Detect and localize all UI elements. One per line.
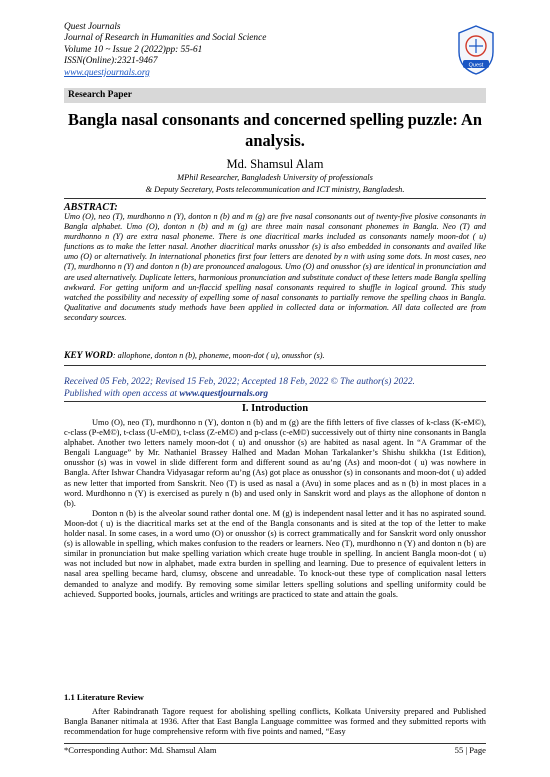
keywords-text: : allophone, donton n (b), phoneme, moon-dot ( u), onusshor (s). [112,351,325,360]
abstract-text: Umo (O), neo (T), murdhonno n (Y), donton n (b) and m (g) are five nasal consonants out of twenty-five plosive consonants in Bangla alphabet. Umo (O), donton n (b) and m (g) are three main nasal consonant phonemes in Bangla. Neo (T) and murdhonno n (Y) are extra nasal phoneme. There is one diacritical marks included as consonants namely moon-dot ( u) functions as to make the letter nasal. Another diacritical marks onusshor (s) is also embedded in consonants and availed like umo (O) or alternatively. In international phonetics first four letters are denoted by n with using some dots. In most cases, neo (T), murdhonno n (Y) and donton n (b) are pronounced analogous. Umo (O) and onusshor (s) are identical in pronunciation and are used alternatively. Duplicate letters, harmonious pronunciation and substitute conduct of these letters made Bangla spelling awkward. For getting uniform and un-flaccid spelling nasal consonants required to shuffle in logical ground. This study watched the possibility and necessity of expelling some of nasal consonants to partially remove the spelling chaos in Bangla. Qualitative and documents study methods have been applied in collected data or information. All data collected are from secondary sources. [64,212,486,322]
journal-full-name: Journal of Research in Humanities and Social Science [64,33,267,44]
journal-header [64,22,266,79]
affiliation-line-2: & Deputy Secretary, Posts telecommunication and ICT ministry, Bangladesh. [145,184,405,194]
logo-text: Quest [468,62,484,69]
footer-page-number: 55 | Page [454,745,486,755]
subsection-heading: 1.1 Literature Review [64,692,144,702]
published-line [64,389,486,401]
footer-author: *Corresponding Author: Md. Shamsul Alam [64,745,217,755]
section-heading-introduction: I. Introduction [241,403,309,414]
lit-paragraph: After Rabindranath Tagore request for abolishing spelling conflicts, Kolkata University prepared and Published Bangla Bananer nitimala at 1936. After that East Bangla Language committee was formed and they submitted reports with recommendation for huge comprehensive reform with five points and named, “Easy [64,707,486,737]
journal-volume: Volume 10 ~ Issue 2 (2022)pp: 55-61 [64,44,203,55]
dates-line: Received 05 Feb, 2022; Revised 15 Feb, 2022; Accepted 18 Feb, 2022 © The author(s) 2022. [64,377,415,387]
journal-issn: ISSN(Online):2321-9467 [64,56,158,67]
keywords-line [64,351,486,361]
intro-paragraph-1: Umo (O), neo (T), murdhonno n (Y), donton n (b) and m (g) are the fifth letters of five classes of k-class (K-eM©), c-class (P-eM©), t-class (U-eM©), t-class (Z-eM©) and p-class (c-eM©) successively out of thirty nine consonants in Bangla alphabet. Another two letters namely moon-dot ( u) and onusshor (s) are habited as nasal agent. In “A Grammar of the Bengali Language” by Mr. Nathaniel Brassey Halhed and Madan Mohan Tarkalanker’s Shishu shikkha (1st Edition), onusshor (s) was in vowel in slide different form and different sound as au’ng (As) and moon-dot ( u) was nowhere in Bangla. After Ishwar Chandra Vidyasagar reform au’ng (As) got place as onusshor (s) in consonants and moon-dot ( u) added as new letter that imported from Sanskrit. Neo (T) is used as nasal a (Avu) in some places and as n (b) in most places in a word. Murdhonno n (Y) is exercised as purely n (b) and used only in Sanskrit word and plays as the allophone of donton n (b). [64,418,486,508]
introduction-body [64,418,486,600]
journal-logo [455,24,497,76]
intro-paragraph-2: Donton n (b) is the alveolar sound rather dontal one. M (g) is independent nasal letter and it has no aspirated sound. Moon-dot ( u) is the diacritical marks set at the end of the Bangla consonants and is sited at the top of the letter to make holder nasal. In some cases, in a word umo (O) or onusshor (s) is correct grammatically and for Sanskrit word only onusshor (s) is allowable in spelling, which makes confusion to the readers or learners. Neo (T), murdhonno n (Y) and donton n (b) are similar in pronunciation but make spelling variation which create huge trouble in spelling. In ancient Bangla moon-dot ( u) was not included but now in alphabet, made extra burden in spelling and learning. Due to presence of equivalent letters in nasal area spelling became hard, clumsy, obscene and unreadable. To knock-out these type of complication nasal letters demanded to analyze and modify. By removing some similar letters spelling solutions and spelling uniformity could be achieved. Supported books, journals, articles and writings are practiced to state and attain the goals. [64,508,486,599]
paper-type-bar: Research Paper [64,88,486,103]
footer-rule [64,743,486,744]
abstract-top-rule [64,198,486,199]
author-name: Md. Shamsul Alam [226,157,324,171]
dates-bottom-rule [64,401,486,402]
affiliation-line-1: MPhil Researcher, Bangladesh University of professionals [177,173,373,182]
published-site-link[interactable]: www.questjournals.org [179,388,269,399]
keywords-label: KEY WORD [64,351,113,361]
submission-dates [64,377,486,400]
author-affiliation [64,172,486,195]
paper-title: Bangla nasal consonants and concerned spelling puzzle: An analysis. [68,110,482,150]
abstract-bottom-rule [64,365,486,366]
journal-url-link[interactable]: www.questjournals.org [64,67,150,78]
literature-review-body [64,707,486,737]
published-prefix: Published with open access at [64,388,180,399]
abstract-heading: ABSTRACT: [64,202,118,213]
journal-name: Quest Journals [64,22,121,32]
